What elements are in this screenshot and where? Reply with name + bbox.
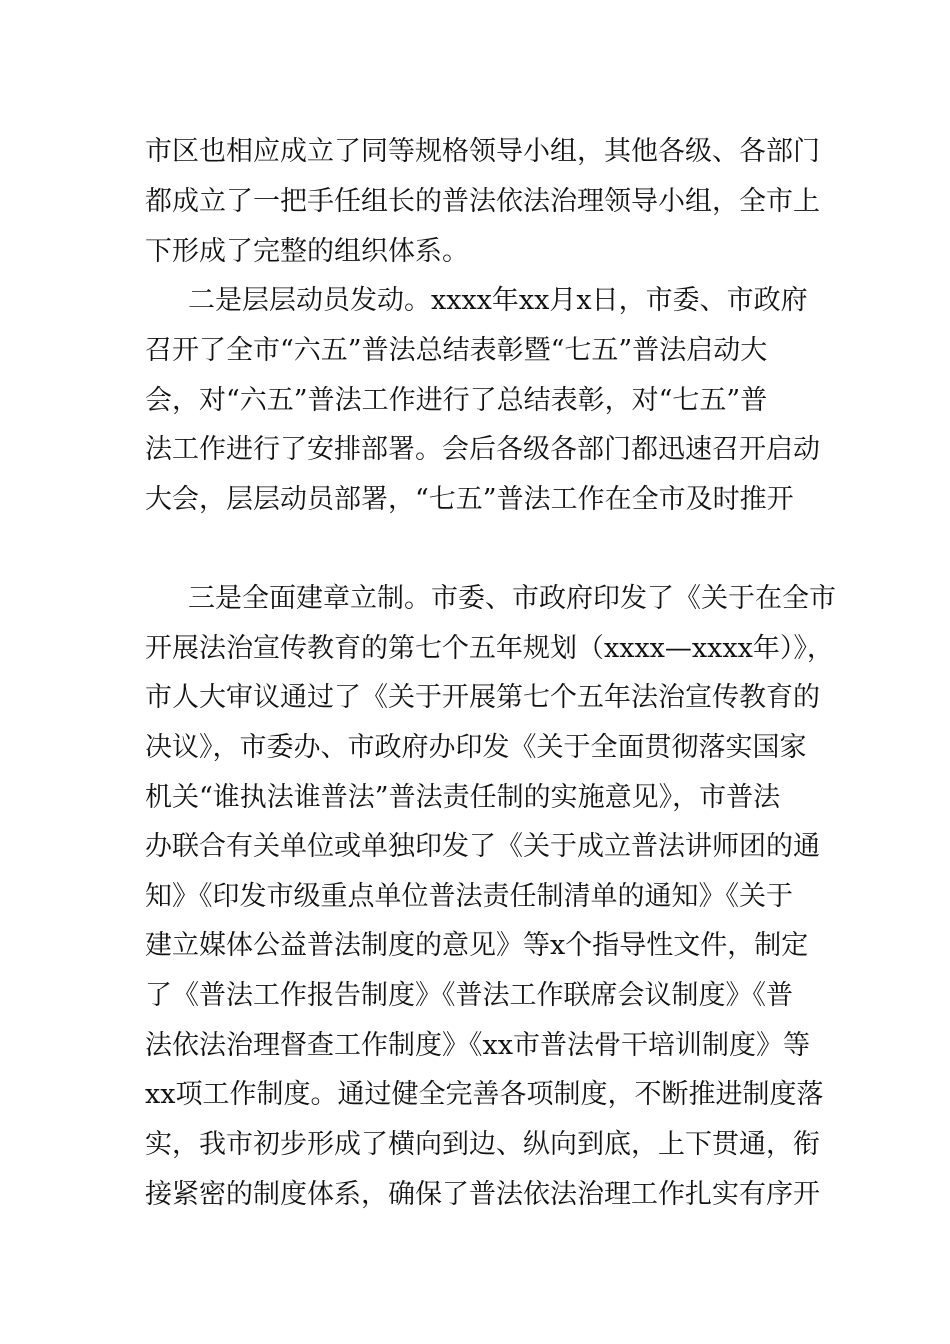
text-line: 法依法治理督查工作制度》《xx市普法骨干培训制度》等 (145, 1030, 810, 1061)
text-line: 召开了全市“六五”普法总结表彰暨“七五”普法启动大 (145, 335, 768, 366)
text-line: 法工作进行了安排部署。会后各级各部门都迅速召开启动 (145, 434, 820, 465)
text-line: 开展法治宣传教育的第七个五年规划（xxxx—xxxx年）》， (145, 633, 834, 664)
text-line: 都成立了一把手任组长的普法依法治理领导小组，全市上 (145, 186, 820, 217)
paragraph-first-line: 二是层层动员发动。xxxx年xx月x日，市委、市政府 (188, 285, 808, 316)
text-line: 大会，层层动员部署，“七五”普法工作在全市及时推开 (145, 484, 794, 515)
text-line: 建立媒体公益普法制度的意见》等x个指导性文件，制定 (145, 930, 809, 961)
text-line: xx项工作制度。通过健全完善各项制度，不断推进制度落 (145, 1079, 824, 1110)
paragraph-first-line: 三是全面建章立制。市委、市政府印发了《关于在全市 (188, 583, 836, 614)
text-line: 实，我市初步形成了横向到边、纵向到底，上下贯通，衔 (145, 1129, 820, 1160)
text-line: 接紧密的制度体系，确保了普法依法治理工作扎实有序开 (145, 1179, 820, 1210)
text-line: 市人大审议通过了《关于开展第七个五年法治宣传教育的 (145, 682, 820, 713)
text-line: 下形成了完整的组织体系。 (145, 236, 469, 267)
text-line: 了《普法工作报告制度》《普法工作联席会议制度》《普 (145, 980, 793, 1011)
text-line: 会，对“六五”普法工作进行了总结表彰，对“七五”普 (145, 385, 768, 416)
text-line: 决议》，市委办、市政府办印发《关于全面贯彻落实国家 (145, 732, 807, 763)
text-line: 知》《印发市级重点单位普法责任制清单的通知》《关于 (145, 881, 793, 912)
text-line: 机关“谁执法谁普法”普法责任制的实施意见》，市普法 (145, 782, 781, 813)
text-line: 办联合有关单位或单独印发了《关于成立普法讲师团的通 (145, 831, 820, 862)
text-line: 市区也相应成立了同等规格领导小组，其他各级、各部门 (145, 136, 820, 167)
